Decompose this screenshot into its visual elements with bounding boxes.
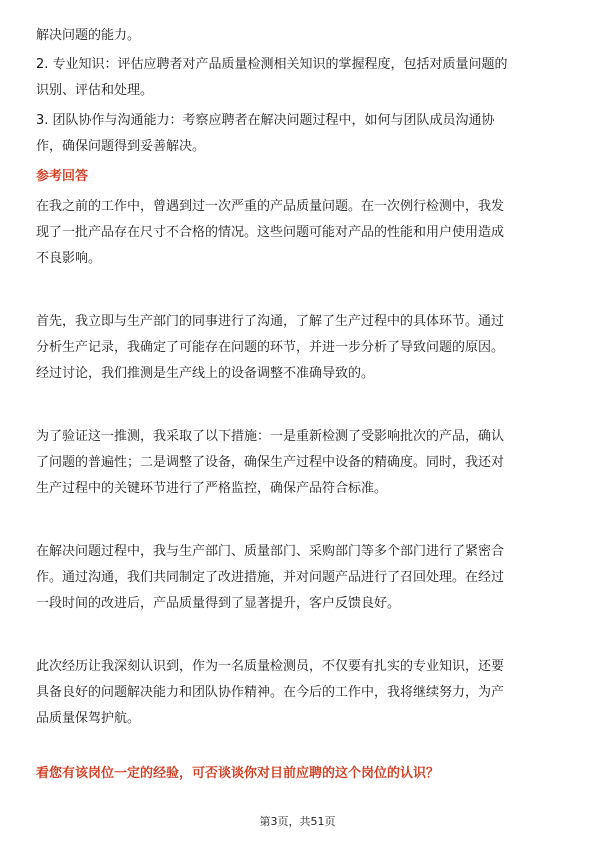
reference-answer-heading: 参考回答 <box>36 169 89 184</box>
paragraph-line: 生产过程中的关键环节进行了严格监控，确保产品符合标准。 <box>36 481 388 496</box>
paragraph-line: 了问题的普遍性；二是调整了设备，确保生产过程中设备的精确度。同时，我还对 <box>36 455 505 470</box>
paragraph-line: 具备良好的问题解决能力和团队协作精神。在今后的工作中，我将继续努力，为产 <box>36 685 505 700</box>
paragraph-line: 此次经历让我深刻认识到，作为一名质量检测员，不仅要有扎实的专业知识，还要 <box>36 659 505 674</box>
paragraph-line: 品质量保驾护航。 <box>36 711 141 726</box>
next-question: 看您有该岗位一定的经验，可否谈谈你对目前应聘的这个岗位的认识？ <box>36 766 440 781</box>
page-indicator: 第3页，共51页 <box>259 815 336 828</box>
paragraph-line: 分析生产记录，我确定了可能存在问题的环节，并进一步分析了导致问题的原因。 <box>36 340 505 355</box>
criteria-item-line: 识别、评估和处理。 <box>36 83 154 98</box>
criteria-item-line: 2. 专业知识：评估应聘者对产品质量检测相关知识的掌握程度，包括对质量问题的 <box>36 57 508 72</box>
paragraph-line: 现了一批产品存在尺寸不合格的情况。这些问题可能对产品的性能和用户使用造成 <box>36 225 505 240</box>
criteria-tail: 解决问题的能力。 <box>36 28 141 43</box>
paragraph-line: 在解决问题过程中，我与生产部门、质量部门、采购部门等多个部门进行了紧密合 <box>36 544 505 559</box>
paragraph-line: 首先，我立即与生产部门的同事进行了沟通，了解了生产过程中的具体环节。通过 <box>36 314 505 329</box>
paragraph-line: 一段时间的改进后，产品质量得到了显著提升，客户反馈良好。 <box>36 596 401 611</box>
criteria-item-line: 作，确保问题得到妥善解决。 <box>36 139 206 154</box>
criteria-item-line: 3. 团队协作与沟通能力：考察应聘者在解决问题过程中，如何与团队成员沟通协 <box>36 113 495 128</box>
paragraph-line: 为了验证这一推测，我采取了以下措施：一是重新检测了受影响批次的产品，确认 <box>36 429 505 444</box>
paragraph-line: 作。通过沟通，我们共同制定了改进措施，并对问题产品进行了召回处理。在经过 <box>36 570 505 585</box>
paragraph-line: 不良影响。 <box>36 251 102 266</box>
paragraph-line: 经过讨论，我们推测是生产线上的设备调整不准确导致的。 <box>36 366 375 381</box>
paragraph-line: 在我之前的工作中，曾遇到过一次严重的产品质量问题。在一次例行检测中，我发 <box>36 199 505 214</box>
